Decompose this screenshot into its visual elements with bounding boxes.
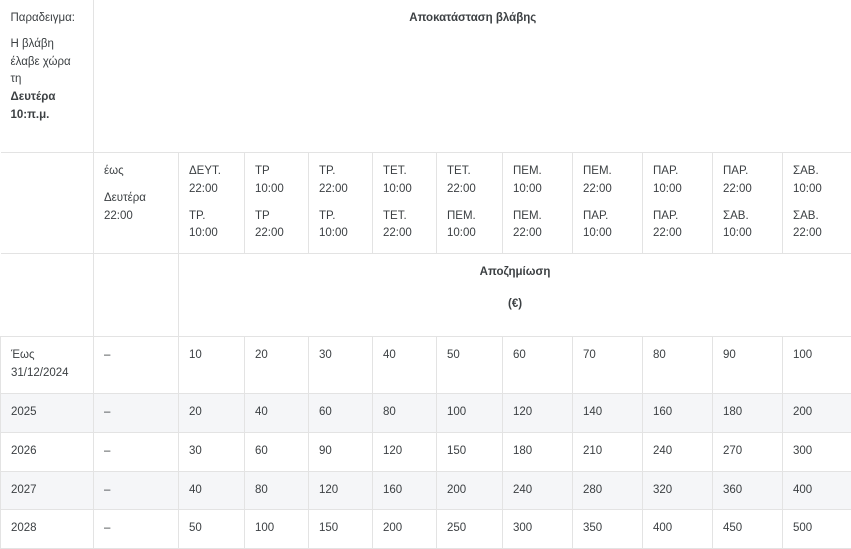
cell-value: 200 xyxy=(783,393,851,432)
period-line: ΠΕΜ. xyxy=(447,208,492,226)
year-line: 31/12/2024 xyxy=(11,367,69,379)
cell-value: – xyxy=(94,393,179,432)
cell-value: 200 xyxy=(437,471,503,510)
year-line: 2025 xyxy=(11,406,37,418)
cell-value: 40 xyxy=(373,337,437,394)
example-line-3: τη xyxy=(11,71,84,89)
period-line: ΤΡ xyxy=(255,208,298,226)
cell-value: – xyxy=(94,432,179,471)
cell-value: 30 xyxy=(179,432,245,471)
period-line: 10:00 xyxy=(793,181,841,199)
period-line: ΤΕΤ. xyxy=(383,208,426,226)
period-line: 22:00 xyxy=(793,225,841,243)
cell-value: 20 xyxy=(179,393,245,432)
cell-value: 210 xyxy=(573,432,643,471)
cell-value: 70 xyxy=(573,337,643,394)
cell-value: – xyxy=(94,471,179,510)
period-line: ΠΑΡ. xyxy=(653,163,702,181)
cell-value: 120 xyxy=(309,471,373,510)
example-bold-1: Δευτέρα xyxy=(11,89,84,107)
year-line: Έως xyxy=(11,349,35,361)
period-col-0 xyxy=(94,153,179,254)
cell-value: – xyxy=(94,337,179,394)
cell-value: 90 xyxy=(713,337,783,394)
table-row xyxy=(1,393,851,432)
period-line: 10:00 xyxy=(383,181,426,199)
cell-value: 50 xyxy=(179,510,245,549)
period-line: 10:00 xyxy=(447,225,492,243)
period-line: ΤΡ. xyxy=(319,208,362,226)
period-line: 10:00 xyxy=(583,225,632,243)
cell-value: 60 xyxy=(245,432,309,471)
example-label: Παραδειγμα: xyxy=(11,10,84,28)
period-line: 22:00 xyxy=(383,225,426,243)
period-line: Δευτέρα xyxy=(104,190,168,208)
row-year-3 xyxy=(1,471,94,510)
cell-value: 100 xyxy=(437,393,503,432)
compensation-label: Αποζημίωση xyxy=(480,266,551,278)
cell-value: 300 xyxy=(783,432,851,471)
cell-value: 100 xyxy=(245,510,309,549)
cell-value: 160 xyxy=(643,393,713,432)
row-year-2 xyxy=(1,432,94,471)
table-row-header-title xyxy=(1,0,851,153)
cell-value: 320 xyxy=(643,471,713,510)
period-line: 22:00 xyxy=(447,181,492,199)
compensation-header xyxy=(179,254,851,337)
cell-value: 150 xyxy=(437,432,503,471)
table-row xyxy=(1,510,851,549)
row-year-0 xyxy=(1,337,94,394)
example-cell xyxy=(1,0,94,153)
period-col-9 xyxy=(713,153,783,254)
period-col-6 xyxy=(503,153,573,254)
cell-value: 400 xyxy=(643,510,713,549)
year-line: 2026 xyxy=(11,445,37,457)
cell-value: 300 xyxy=(503,510,573,549)
row-year-4 xyxy=(1,510,94,549)
period-line: ΠΕΜ. xyxy=(513,163,562,181)
period-line: 22:00 xyxy=(319,181,362,199)
page-title: Αποκατάσταση βλάβης xyxy=(94,0,851,153)
period-line: 22:00 xyxy=(653,225,702,243)
period-col-1 xyxy=(179,153,245,254)
cell-value: 80 xyxy=(643,337,713,394)
cell-value: 280 xyxy=(573,471,643,510)
table-row-periods xyxy=(1,153,851,254)
example-line-1: Η βλάβη xyxy=(11,36,84,54)
cell-value: 120 xyxy=(373,432,437,471)
cell-value: 40 xyxy=(179,471,245,510)
period-line: ΣΑΒ. xyxy=(793,163,841,181)
cell-value: 450 xyxy=(713,510,783,549)
period-col-3 xyxy=(309,153,373,254)
period-line: έως xyxy=(104,163,168,181)
period-line: 22:00 xyxy=(189,181,234,199)
period-line: 22:00 xyxy=(723,181,772,199)
year-line: 2027 xyxy=(11,484,37,496)
cell-value: 180 xyxy=(713,393,783,432)
cell-value: 160 xyxy=(373,471,437,510)
periods-corner-blank xyxy=(1,153,94,254)
period-line: ΠΑΡ. xyxy=(583,208,632,226)
compensation-unit: (€) xyxy=(189,296,841,314)
cell-value: 30 xyxy=(309,337,373,394)
cell-value: 50 xyxy=(437,337,503,394)
period-line: 22:00 xyxy=(583,181,632,199)
period-line: ΔΕΥΤ. xyxy=(189,163,234,181)
period-line: 22:00 xyxy=(255,225,298,243)
period-col-7 xyxy=(573,153,643,254)
cell-value: 240 xyxy=(643,432,713,471)
period-line: 10:00 xyxy=(255,181,298,199)
period-line: ΣΑΒ. xyxy=(723,208,772,226)
period-line: ΠΑΡ. xyxy=(723,163,772,181)
cell-value: 240 xyxy=(503,471,573,510)
cell-value: 120 xyxy=(503,393,573,432)
period-line: ΠΕΜ. xyxy=(583,163,632,181)
period-line: 10:00 xyxy=(653,181,702,199)
period-line: ΤΕΤ. xyxy=(447,163,492,181)
period-col-10 xyxy=(783,153,851,254)
period-line: ΠΕΜ. xyxy=(513,208,562,226)
cell-value: 80 xyxy=(245,471,309,510)
period-col-5 xyxy=(437,153,503,254)
year-line: 2028 xyxy=(11,522,37,534)
table-row xyxy=(1,471,851,510)
cell-value: 140 xyxy=(573,393,643,432)
cell-value: 250 xyxy=(437,510,503,549)
cell-value: 20 xyxy=(245,337,309,394)
cell-value: 500 xyxy=(783,510,851,549)
table-row xyxy=(1,337,851,394)
cell-value: 90 xyxy=(309,432,373,471)
period-line: 22:00 xyxy=(104,208,168,226)
period-line: ΠΑΡ. xyxy=(653,208,702,226)
period-line: 22:00 xyxy=(513,225,562,243)
compensation-corner-blank-2 xyxy=(94,254,179,337)
table-row xyxy=(1,432,851,471)
example-line-2: έλαβε χώρα xyxy=(11,54,84,72)
cell-value: 40 xyxy=(245,393,309,432)
cell-value: – xyxy=(94,510,179,549)
period-line: ΣΑΒ. xyxy=(793,208,841,226)
period-col-8 xyxy=(643,153,713,254)
table-row-compensation-header xyxy=(1,254,851,337)
period-line: 10:00 xyxy=(723,225,772,243)
cell-value: 400 xyxy=(783,471,851,510)
period-col-2 xyxy=(245,153,309,254)
cell-value: 10 xyxy=(179,337,245,394)
period-line: 10:00 xyxy=(319,225,362,243)
example-bold-2: 10:π.μ. xyxy=(11,107,84,125)
cell-value: 80 xyxy=(373,393,437,432)
cell-value: 60 xyxy=(503,337,573,394)
row-year-1 xyxy=(1,393,94,432)
cell-value: 100 xyxy=(783,337,851,394)
period-line: 10:00 xyxy=(513,181,562,199)
cell-value: 350 xyxy=(573,510,643,549)
period-line: ΤΕΤ. xyxy=(383,163,426,181)
period-line: ΤΡ. xyxy=(319,163,362,181)
cell-value: 150 xyxy=(309,510,373,549)
period-line: ΤΡ xyxy=(255,163,298,181)
compensation-corner-blank-1 xyxy=(1,254,94,337)
cell-value: 200 xyxy=(373,510,437,549)
period-col-4 xyxy=(373,153,437,254)
period-line: ΤΡ. 10:00 xyxy=(189,208,234,244)
cell-value: 360 xyxy=(713,471,783,510)
cell-value: 60 xyxy=(309,393,373,432)
cell-value: 180 xyxy=(503,432,573,471)
cell-value: 270 xyxy=(713,432,783,471)
